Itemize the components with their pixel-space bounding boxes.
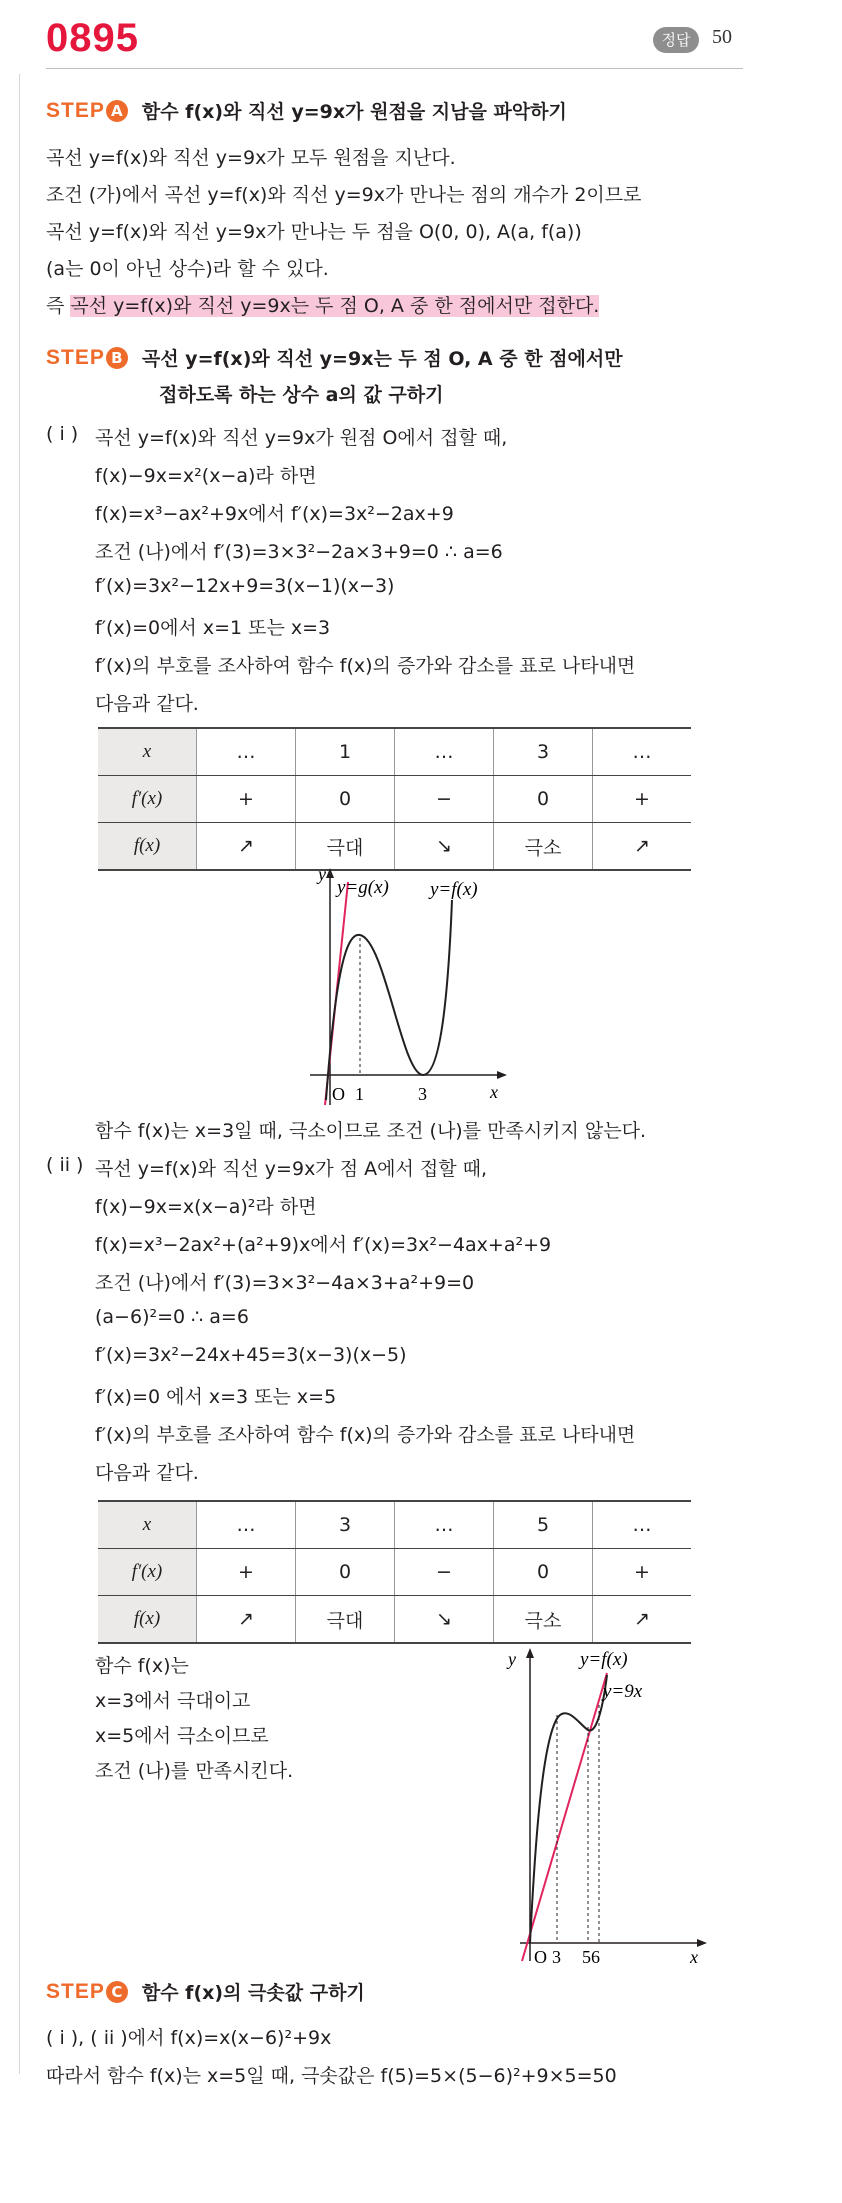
case1-line: f(x)=x³−ax²+9x에서 f′(x)=3x²−2ax+9 xyxy=(95,503,454,525)
x-axis-label: x xyxy=(490,1082,498,1102)
case1-conclusion: 함수 f(x)는 x=3일 때, 극소이므로 조건 (나)를 만족시키지 않는다. xyxy=(95,1120,647,1142)
table-cell: ↗ xyxy=(197,823,296,871)
step-a-line: 곡선 y=f(x)와 직선 y=9x가 만나는 두 점을 O(0, 0), A(a, f(a)) xyxy=(46,221,582,243)
table-cell: 극소 xyxy=(494,823,593,871)
step-c-line: ( i ), ( ii )에서 f(x)=x(x−6)²+9x xyxy=(46,2027,332,2049)
step-b-title-line2: 접하도록 하는 상수 a의 값 구하기 xyxy=(159,384,444,406)
case2-variation-table xyxy=(98,1500,691,1644)
x-axis-label: x xyxy=(690,1947,698,1965)
case2-line: f(x)=x³−2ax²+(a²+9)x에서 f′(x)=3x²−4ax+a²+9 xyxy=(95,1234,552,1256)
curve-f xyxy=(326,900,452,1100)
tick-3: 3 xyxy=(418,1084,427,1104)
case2-conclusion-line: 조건 (나)를 만족시킨다. xyxy=(95,1760,294,1782)
step-b-letter: B xyxy=(106,347,128,369)
tick-1: 1 xyxy=(355,1084,364,1104)
table-cell: 0 xyxy=(494,776,593,823)
case2-line: f(x)−9x=x(x−a)²라 하면 xyxy=(95,1196,317,1218)
case1-line: 다음과 같다. xyxy=(95,693,199,715)
case2-line: 조건 (나)에서 f′(3)=3×3²−4a×3+a²+9=0 xyxy=(95,1272,475,1294)
step-c-title: 함수 f(x)의 극솟값 구하기 xyxy=(141,1982,365,2004)
table-cell: + xyxy=(197,776,296,823)
table-cell: … xyxy=(593,1501,692,1549)
table-cell: … xyxy=(593,728,692,776)
table-header-cell: f′(x) xyxy=(98,776,197,823)
case2-graph xyxy=(500,1645,720,1965)
table-header-cell: x xyxy=(98,728,197,776)
line-label: y=9x xyxy=(603,1681,643,1702)
table-cell: ↗ xyxy=(593,1596,692,1644)
case1-line: f(x)−9x=x²(x−a)라 하면 xyxy=(95,465,317,487)
table-row xyxy=(98,1501,691,1549)
case1-variation-table xyxy=(98,727,691,871)
table-cell: − xyxy=(395,776,494,823)
left-margin-rule xyxy=(19,74,20,2074)
table-cell: + xyxy=(197,1549,296,1596)
origin-label: O xyxy=(534,1947,547,1965)
step-b-title-line1: 곡선 y=f(x)와 직선 y=9x는 두 점 O, A 중 한 점에서만 xyxy=(141,348,623,370)
case1-line: 조건 (나)에서 f′(3)=3×3²−2a×3+9=0 ∴ a=6 xyxy=(95,541,503,563)
table-cell: + xyxy=(593,1549,692,1596)
table-cell: 극대 xyxy=(296,1596,395,1644)
table-cell: … xyxy=(395,728,494,776)
step-a-title: 함수 f(x)와 직선 y=9x가 원점을 지남을 파악하기 xyxy=(141,101,567,123)
g-label: y=g(x) xyxy=(337,877,389,898)
table-cell: 1 xyxy=(296,728,395,776)
table-row xyxy=(98,1596,691,1644)
step-a-conclusion xyxy=(46,291,599,318)
case2-conclusion-line: x=3에서 극대이고 xyxy=(95,1690,251,1712)
table-cell: … xyxy=(197,1501,296,1549)
problem-number: 0895 xyxy=(46,16,139,60)
step-c-label: STEP xyxy=(46,1979,105,2003)
table-cell: … xyxy=(395,1501,494,1549)
step-a-label: STEP xyxy=(46,98,105,122)
step-a-line: 곡선 y=f(x)와 직선 y=9x가 모두 원점을 지난다. xyxy=(46,147,456,169)
case1-line: 곡선 y=f(x)와 직선 y=9x가 원점 O에서 접할 때, xyxy=(95,427,508,449)
table-cell: 0 xyxy=(494,1549,593,1596)
table-cell: 극대 xyxy=(296,823,395,871)
answer-badge: 정답 xyxy=(653,27,699,53)
step-a-letter: A xyxy=(106,100,128,122)
answer-page-number: 50 xyxy=(712,26,732,48)
y-axis-arrow-icon xyxy=(526,1648,534,1658)
case2-line: 곡선 y=f(x)와 직선 y=9x가 점 A에서 접할 때, xyxy=(95,1158,487,1180)
table-header-cell: f(x) xyxy=(98,823,197,871)
table-row xyxy=(98,776,691,823)
step-c-heading xyxy=(46,1978,365,2005)
f-label: y=f(x) xyxy=(580,1649,628,1670)
case2-marker: ( ii ) xyxy=(46,1154,84,1176)
origin-label: O xyxy=(332,1084,345,1104)
table-cell: 극소 xyxy=(494,1596,593,1644)
table-cell: 5 xyxy=(494,1501,593,1549)
case2-conclusion-line: 함수 f(x)는 xyxy=(95,1655,189,1677)
case2-line: 다음과 같다. xyxy=(95,1462,199,1484)
table-header-cell: f′(x) xyxy=(98,1549,197,1596)
line-y9x xyxy=(522,1673,607,1961)
header-divider xyxy=(46,68,743,69)
table-cell: − xyxy=(395,1549,494,1596)
case2-line: f′(x)=0 에서 x=3 또는 x=5 xyxy=(95,1386,337,1408)
table-header-cell: f(x) xyxy=(98,1596,197,1644)
case1-line: f′(x)=3x²−12x+9=3(x−1)(x−3) xyxy=(95,575,395,597)
step-a-highlight: 곡선 y=f(x)와 직선 y=9x는 두 점 O, A 중 한 점에서만 접한다. xyxy=(70,295,600,317)
x-axis-arrow-icon xyxy=(697,1939,707,1947)
table-row xyxy=(98,1549,691,1596)
y-axis-label: y xyxy=(508,1649,516,1669)
step-a-line: 조건 (가)에서 곡선 y=f(x)와 직선 y=9x가 만나는 점의 개수가 2이므로 xyxy=(46,184,642,206)
table-cell: … xyxy=(197,728,296,776)
table-cell: 3 xyxy=(296,1501,395,1549)
case2-line: f′(x)=3x²−24x+45=3(x−3)(x−5) xyxy=(95,1344,407,1366)
table-cell: ↗ xyxy=(197,1596,296,1644)
step-b-heading xyxy=(46,344,623,371)
table-cell: ↗ xyxy=(593,823,692,871)
x-axis-arrow-icon xyxy=(497,1071,507,1079)
case2-line: f′(x)의 부호를 조사하여 함수 f(x)의 증가와 감소를 표로 나타내면 xyxy=(95,1424,636,1446)
case1-line: f′(x)의 부호를 조사하여 함수 f(x)의 증가와 감소를 표로 나타내면 xyxy=(95,655,636,677)
table-cell: ↘ xyxy=(395,823,494,871)
case2-conclusion-line: x=5에서 극소이므로 xyxy=(95,1725,269,1747)
y-axis-arrow-icon xyxy=(326,868,334,878)
f-label: y=f(x) xyxy=(430,879,478,900)
step-b-label: STEP xyxy=(46,345,105,369)
y-axis-label: y xyxy=(318,864,326,884)
step-a-heading xyxy=(46,97,567,124)
case1-line: f′(x)=0에서 x=1 또는 x=3 xyxy=(95,617,331,639)
case1-marker: ( i ) xyxy=(46,423,79,445)
step-c-letter: C xyxy=(106,1981,128,2003)
step-a-line: (a는 0이 아닌 상수)라 할 수 있다. xyxy=(46,258,329,280)
table-row xyxy=(98,728,691,776)
table-cell: 0 xyxy=(296,1549,395,1596)
table-cell: 3 xyxy=(494,728,593,776)
case1-graph xyxy=(290,860,530,1110)
step-c-line: 따라서 함수 f(x)는 x=5일 때, 극솟값은 f(5)=5×(5−6)²+9×5=50 xyxy=(46,2065,617,2087)
table-header-cell: x xyxy=(98,1501,197,1549)
tick-3: 3 xyxy=(552,1947,561,1965)
table-cell: 0 xyxy=(296,776,395,823)
step-a-conclusion-prefix: 즉 xyxy=(46,295,71,317)
table-cell: ↘ xyxy=(395,1596,494,1644)
table-cell: + xyxy=(593,776,692,823)
case2-line: (a−6)²=0 ∴ a=6 xyxy=(95,1306,249,1328)
tick-56: 56 xyxy=(582,1947,600,1965)
